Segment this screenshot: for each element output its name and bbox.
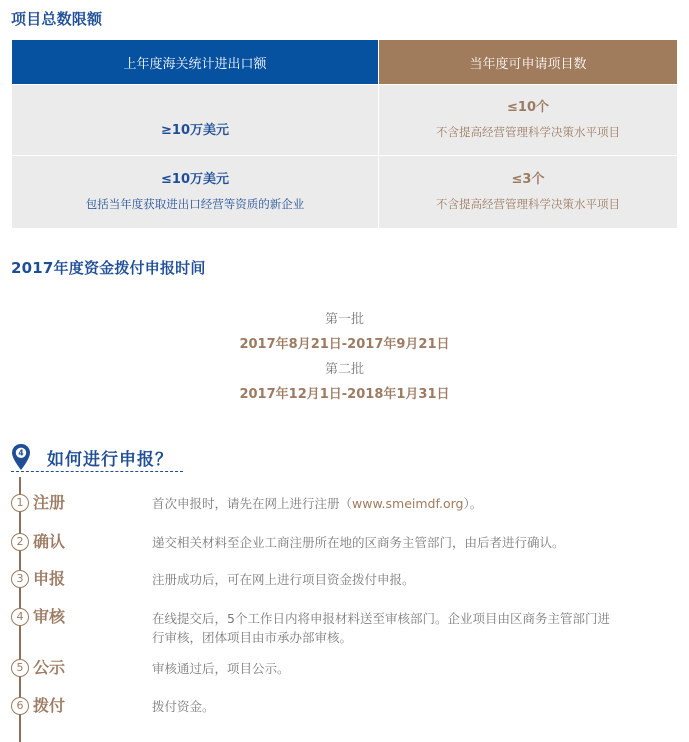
header-import-export-amount: 上年度海关统计进出口额 <box>12 40 379 85</box>
step-number-circle: 3 <box>11 570 29 588</box>
table-cell-count <box>379 85 678 156</box>
step-description: 递交相关材料至企业工商注册所在地的区商务主管部门，由后者进行确认。 <box>152 535 565 550</box>
step-name: 注册 <box>33 493 66 512</box>
batch-schedule <box>0 308 689 408</box>
amount-value: ≤10万美元 <box>161 172 229 187</box>
step-description <box>152 494 622 513</box>
table-cell-count <box>379 156 678 229</box>
step-number-circle: 6 <box>11 697 29 715</box>
step-name: 拨付 <box>33 696 66 715</box>
quota-table-header-row <box>12 40 678 85</box>
table-cell-amount <box>12 85 379 156</box>
map-pin-icon <box>11 443 31 471</box>
step-number-circle: 4 <box>11 608 29 626</box>
count-value: ≤10个 <box>507 100 549 115</box>
step-description: 在线提交后，5个工作日内将申报材料送至审核部门。企业项目由区商务主管部门进行审核，团体项目由市承办部审核。 <box>152 611 610 645</box>
schedule-section-title: 2017年度资金拨付申报时间 <box>11 259 206 277</box>
amount-note: 包括当年度获取进出口经营等资质的新企业 <box>85 197 305 211</box>
amount-value: ≥10万美元 <box>161 123 229 138</box>
step-number-circle: 1 <box>11 494 29 512</box>
step-number-circle: 2 <box>11 533 29 551</box>
table-row <box>12 85 678 156</box>
quota-section-title: 项目总数限额 <box>11 10 103 28</box>
batch-label: 第二批 <box>324 362 364 377</box>
table-cell-amount <box>12 156 379 229</box>
howto-header <box>11 443 183 473</box>
step-desc-text: 首次申报时，请先在网上进行注册（ <box>152 496 353 511</box>
dashed-divider <box>11 471 183 472</box>
step-desc-text: ）。 <box>463 496 483 511</box>
pin-number: 4 <box>18 448 24 458</box>
step-number-circle: 5 <box>11 659 29 677</box>
quota-table <box>11 39 678 229</box>
count-note: 不含提高经营管理科学决策水平项目 <box>436 125 620 139</box>
count-note: 不含提高经营管理科学决策水平项目 <box>436 197 620 211</box>
count-value: ≤3个 <box>511 172 545 187</box>
website-link[interactable]: www.smeimdf.org <box>352 496 464 511</box>
table-row <box>12 156 678 229</box>
step-description: 拨付资金。 <box>152 699 215 714</box>
step-name: 审核 <box>33 607 66 626</box>
header-project-count: 当年度可申请项目数 <box>379 40 678 85</box>
batch-label: 第一批 <box>324 312 364 327</box>
batch-dates: 2017年12月1日-2018年1月31日 <box>239 387 450 402</box>
step-name: 确认 <box>33 532 66 551</box>
step-name: 公示 <box>33 658 66 677</box>
step-description: 注册成功后，可在网上进行项目资金拨付申报。 <box>152 572 415 587</box>
batch-dates: 2017年8月21日-2017年9月21日 <box>239 337 450 352</box>
step-name: 申报 <box>33 569 66 588</box>
step-description: 审核通过后，项目公示。 <box>152 661 290 676</box>
howto-title: 如何进行申报？ <box>47 450 173 470</box>
